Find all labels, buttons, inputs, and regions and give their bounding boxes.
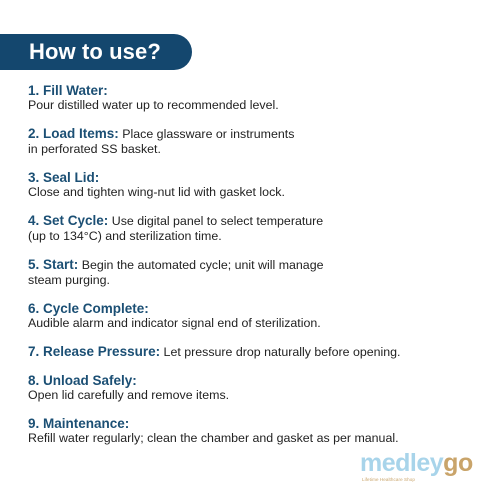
step-text: Use digital panel to select temperature [111,214,324,228]
steps-list [28,83,488,459]
step-title: 3. Seal Lid: [28,170,100,185]
step-set-cycle [28,213,488,244]
step-text: Refill water regularly; clean the chamber and gasket as per manual. [28,431,399,445]
logo-wordmark-medley: medley [360,449,444,477]
step-text-continued: steam purging. [28,273,110,287]
step-text: Pour distilled water up to recommended level. [28,98,279,112]
step-title: 2. Load Items: [28,126,119,141]
logo-wordmark-go: go [443,449,473,477]
step-seal-lid [28,170,488,200]
step-title: 7. Release Pressure: [28,344,161,359]
step-text: Begin the automated cycle; unit will manage [81,258,324,272]
step-title: 6. Cycle Complete: [28,301,149,316]
brand-logo [360,449,480,489]
step-text: Open lid carefully and remove items. [28,388,230,402]
step-maintenance [28,416,488,446]
step-text: Let pressure drop naturally before opening. [163,345,401,359]
step-title: 5. Start: [28,257,79,272]
step-text-continued: (up to 134°C) and sterilization time. [28,229,222,243]
page-title: How to use? [29,39,161,64]
step-title: 1. Fill Water: [28,83,108,98]
step-text-continued: in perforated SS basket. [28,142,161,156]
logo-wordmark [360,449,473,477]
step-start [28,257,488,288]
step-unload-safely [28,373,488,403]
step-text: Close and tighten wing-nut lid with gasket lock. [28,185,285,199]
step-load-items [28,126,488,157]
step-title: 9. Maintenance: [28,416,130,431]
step-text: Audible alarm and indicator signal end of sterilization. [28,316,321,330]
step-release-pressure [28,344,488,360]
step-cycle-complete [28,301,488,331]
step-title: 8. Unload Safely: [28,373,137,388]
logo-tagline: Lifetime Healthcare Shop [362,477,415,482]
step-title: 4. Set Cycle: [28,213,109,228]
header-banner [0,34,192,70]
step-text: Place glassware or instruments [122,127,295,141]
step-fill-water [28,83,488,113]
